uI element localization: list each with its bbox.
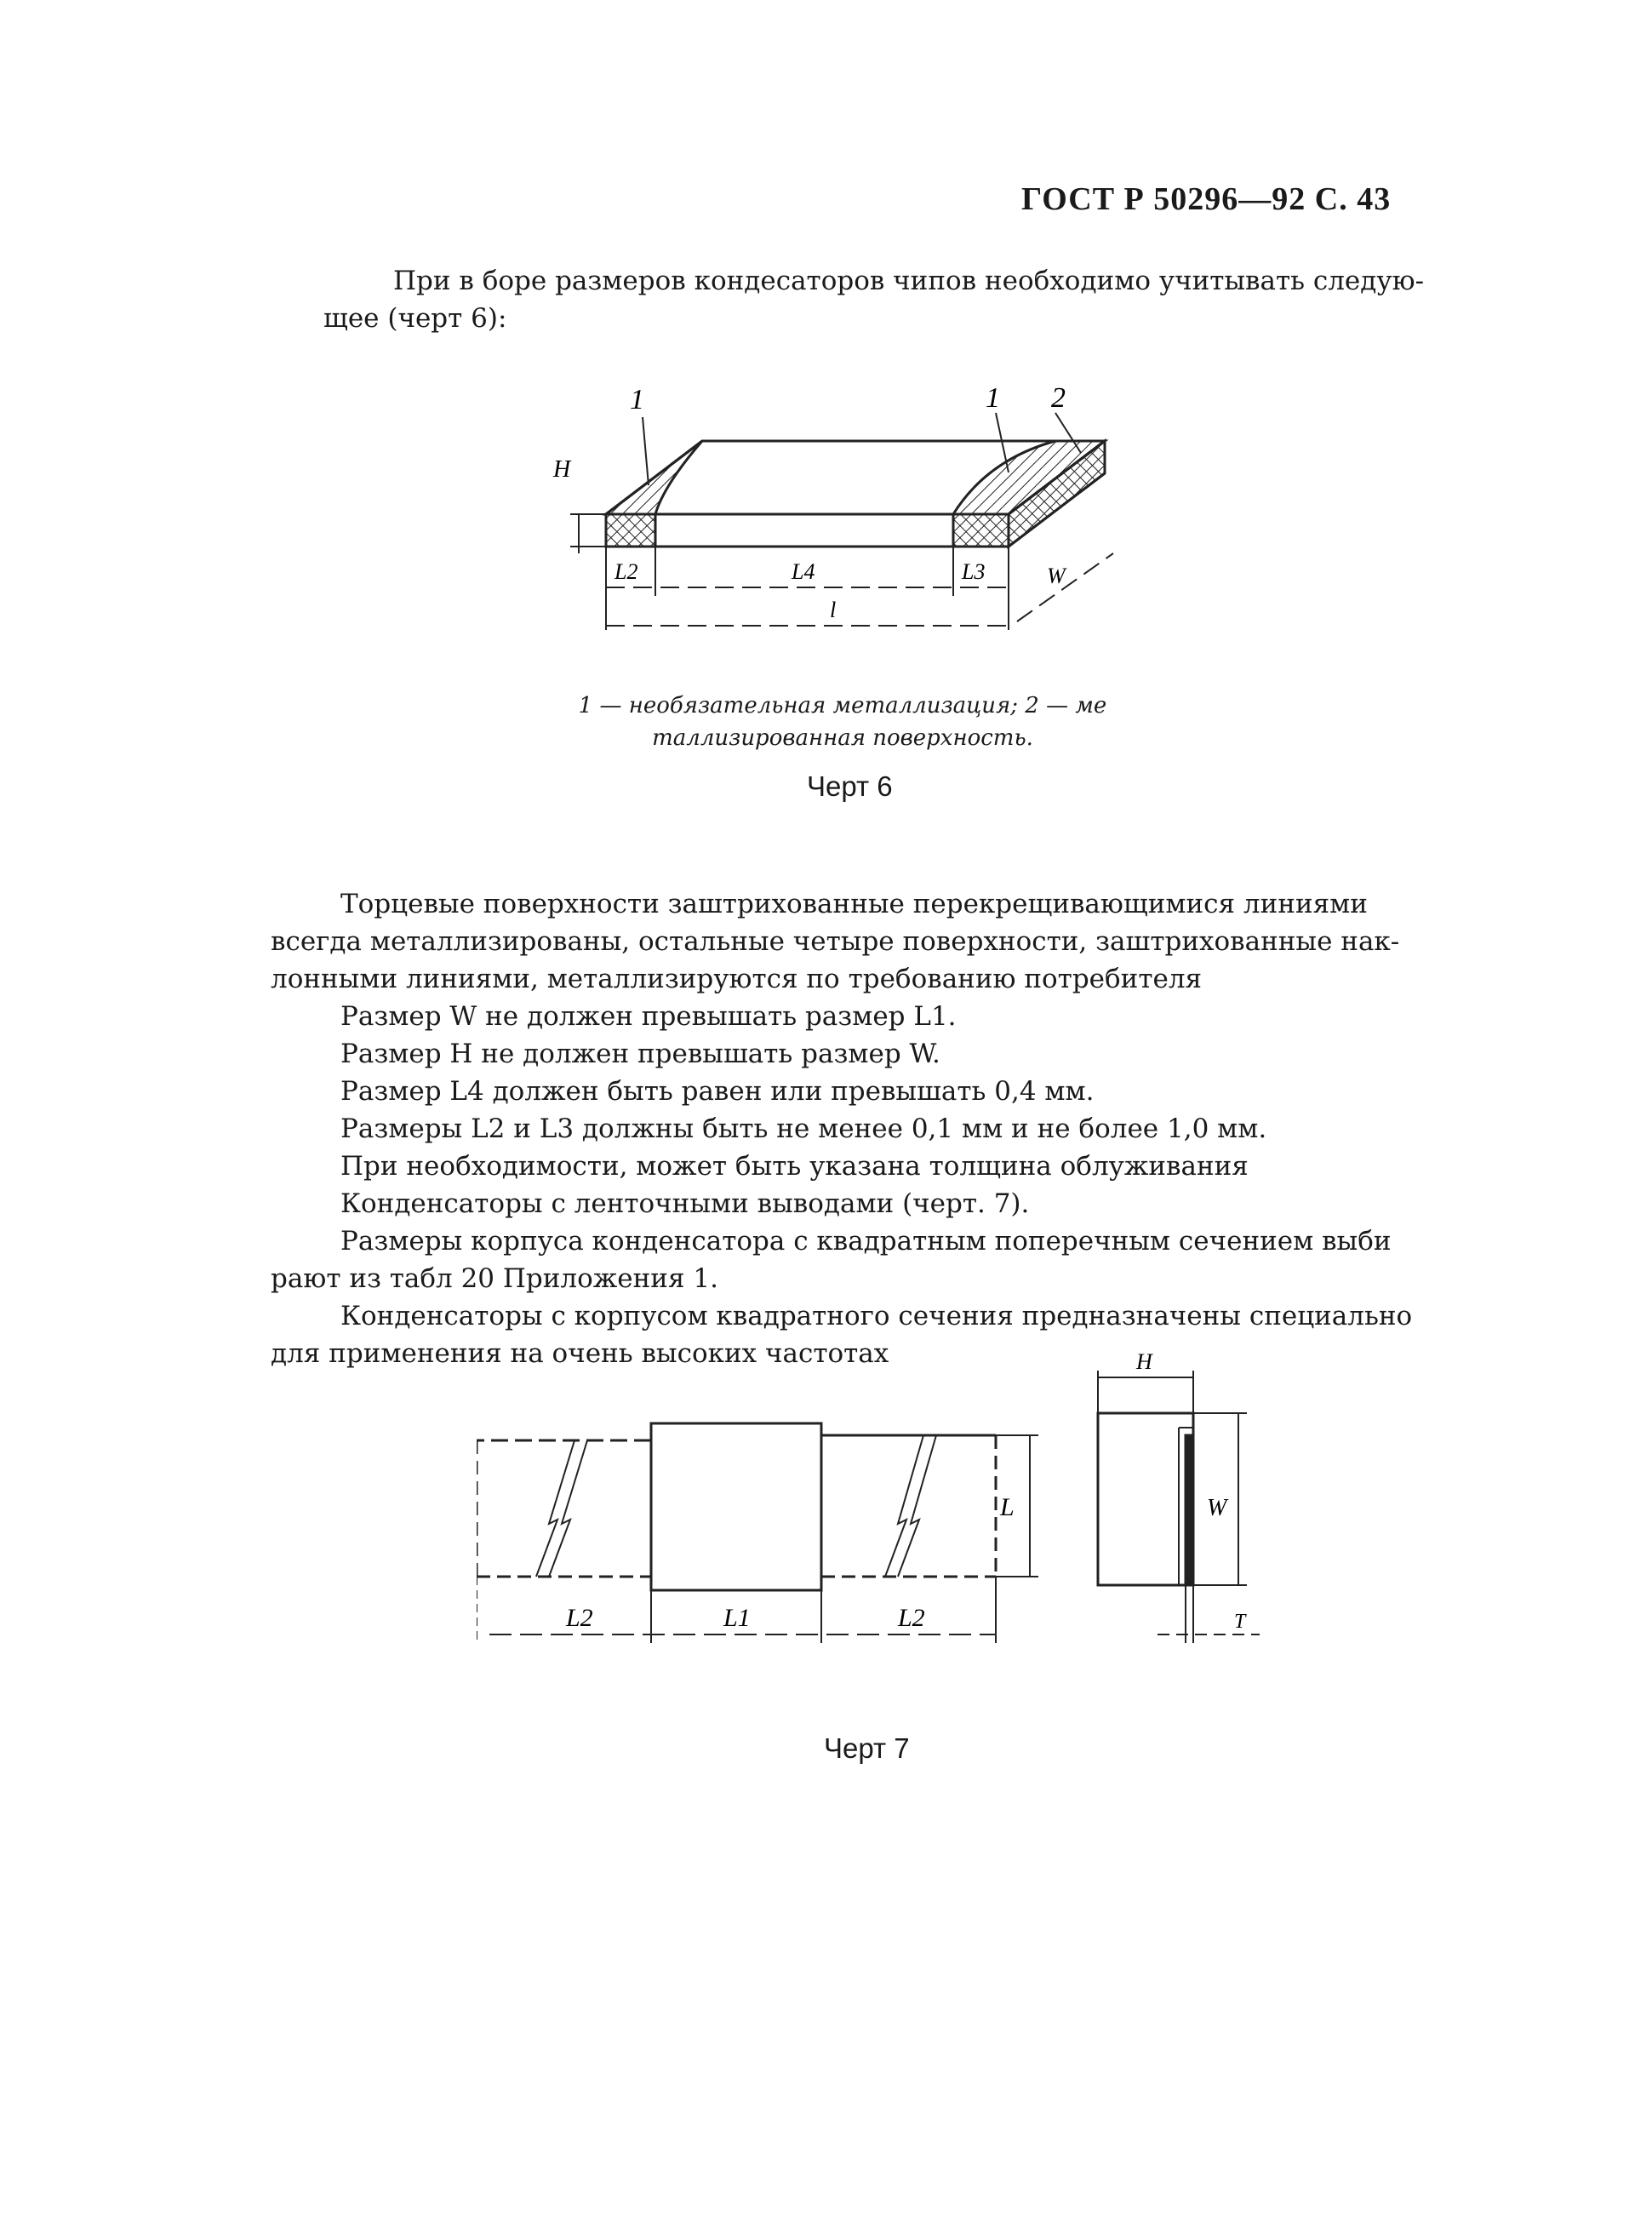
body-line: Размер L4 должен быть равен или превышать 0,4 мм.: [340, 1076, 1095, 1107]
body-line: Конденсаторы с ленточными выводами (черт. 7).: [340, 1188, 1030, 1219]
page-header: ГОСТ Р 50296—92 С. 43: [1021, 181, 1392, 217]
fig7-label-L1: L1: [723, 1604, 751, 1632]
fig6-label-1b: 1: [986, 382, 1000, 414]
body-line: Размеры корпуса конденсатора с квадратным поперечным сечением выби: [340, 1226, 1392, 1257]
fig6-label-l: l: [830, 598, 837, 622]
fig7-label-L: L: [1000, 1493, 1015, 1521]
fig6-label-L4: L4: [792, 559, 815, 584]
body-line: рают из табл 20 Приложения 1.: [271, 1263, 718, 1294]
fig6-label-H: H: [553, 456, 571, 483]
intro-line-1: При в боре размеров кондесаторов чипов необходимо учитывать следую-: [393, 266, 1425, 296]
figure-7-drawing: [477, 1354, 1268, 1669]
fig7-label-L2-left: L2: [566, 1604, 593, 1632]
body-line: Размер H не должен превышать размер W.: [340, 1039, 940, 1069]
body-line: всегда металлизированы, остальные четыре поверхности, заштрихованные нак-: [271, 926, 1400, 957]
figure-6-caption-line-1: 1 — необязательная металлизация; 2 — ме: [578, 693, 1107, 718]
figure-6-drawing: [545, 375, 1140, 656]
body-text: [271, 885, 1454, 1372]
intro-paragraph: [323, 262, 1447, 337]
fig7-label-T: T: [1234, 1611, 1246, 1633]
body-line: лонными линиями, металлизируются по требованию потребителя: [271, 964, 1203, 994]
body-line: Торцевые поверхности заштрихованные перекрещивающимися линиями: [340, 889, 1368, 919]
body-line: для применения на очень высоких частотах: [271, 1338, 889, 1369]
figure-6-title: Черт 6: [807, 770, 893, 802]
fig6-label-L2: L2: [614, 559, 638, 584]
body-line: При необходимости, может быть указана толщина облуживания: [340, 1151, 1249, 1182]
body-line: Размеры L2 и L3 должны быть не менее 0,1 мм и не более 1,0 мм.: [340, 1114, 1267, 1144]
fig7-label-H: H: [1136, 1354, 1152, 1374]
figure-6-caption: [545, 690, 1140, 754]
fig6-label-1a: 1: [630, 384, 644, 415]
figure-6-caption-line-2: таллизированная поверхность.: [652, 725, 1033, 751]
body-line: Конденсаторы с корпусом квадратного сечения предназначены специально: [340, 1301, 1413, 1331]
body-line: Размер W не должен превышать размер L1.: [340, 1001, 957, 1032]
fig7-label-W: W: [1207, 1495, 1227, 1521]
fig6-label-W: W: [1047, 564, 1066, 588]
intro-line-2: щее (черт 6):: [323, 303, 507, 334]
fig7-label-L2-right: L2: [898, 1604, 925, 1632]
fig6-label-2: 2: [1051, 382, 1066, 414]
fig6-label-L3: L3: [962, 559, 986, 584]
figure-7-title: Черт 7: [824, 1732, 910, 1764]
